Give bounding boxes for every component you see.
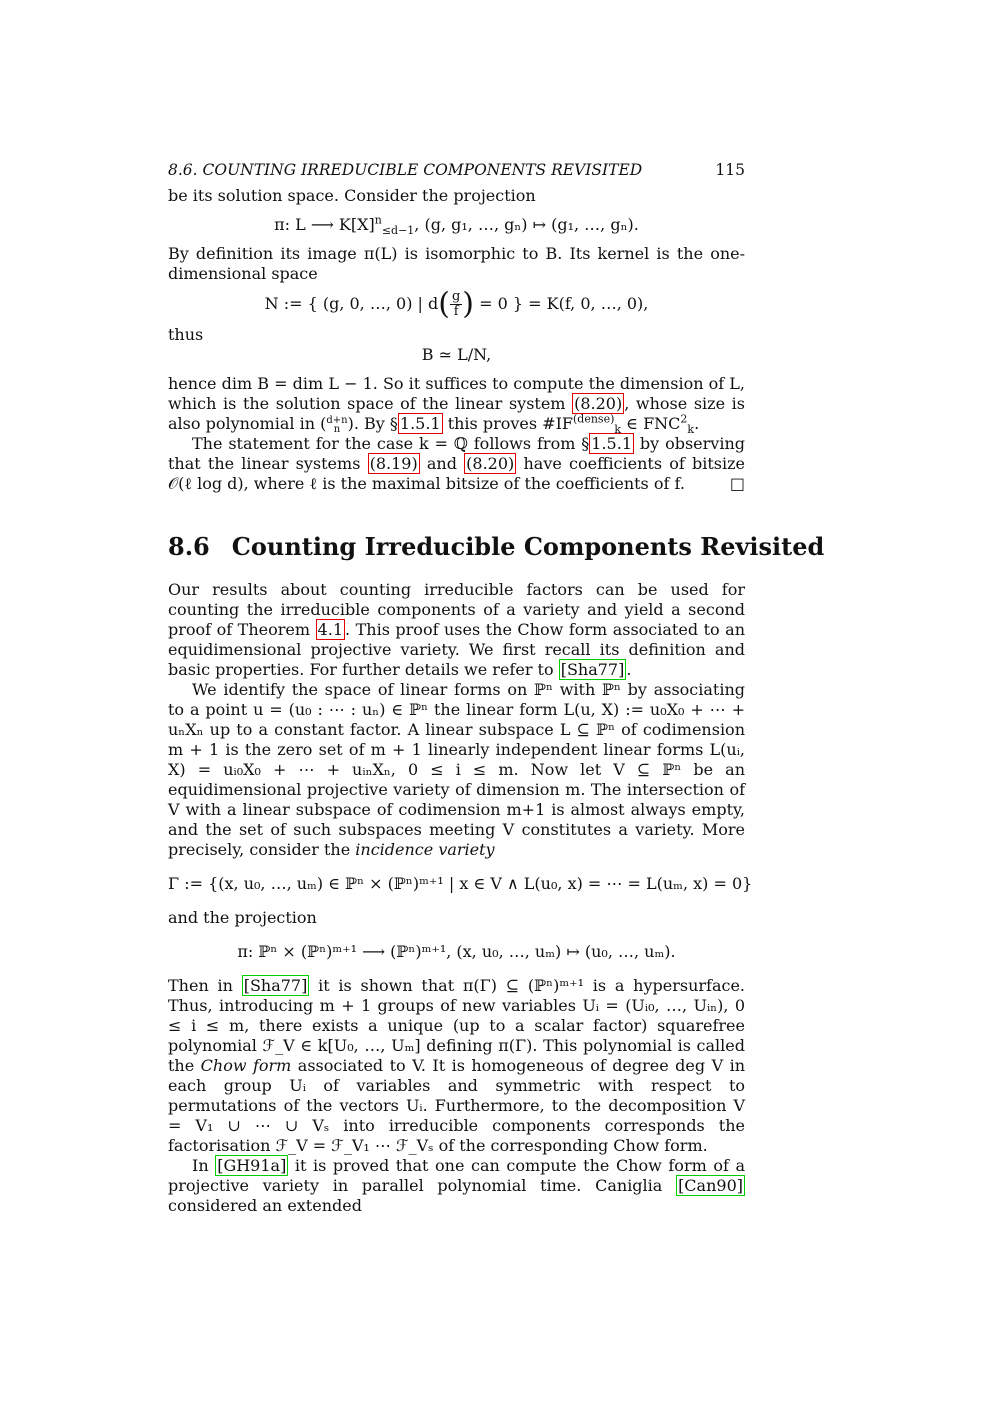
- equation-incidence-gamma: Γ := {(x, u₀, …, uₘ) ∈ ℙⁿ × (ℙⁿ)ᵐ⁺¹ | x ∈ V ∧ L(u₀, x) = ⋯ = L(uₘ, x) = 0}: [168, 874, 753, 893]
- paragraph-linear-forms: We identify the space of linear forms on ℙⁿ with ℙⁿ by associating to a point u = (u₀ : ⋯ : uₙ) ∈ ℙⁿ the linear form L(u, X) := u₀X₀ + ⋯ + uₙXₙ up to a constant factor. A linear subspace L ⊆ ℙⁿ of codimension m + 1 is the zero set of m + 1 linearly independent linear forms L(uᵢ, X) = uᵢ₀X₀ + ⋯ + uᵢₙXₙ, 0 ≤ i ≤ m. Now let V ⊆ ℙⁿ be an equidimensional projective variety of dimension m. The intersection of V with a linear subspace of codimension m+1 is almost always empty, and the set of such subspaces meeting V constitutes a variety. More precisely, consider the incidence variety: [168, 680, 745, 859]
- running-title: 8.6. COUNTING IRREDUCIBLE COMPONENTS REVISITED: [168, 161, 643, 179]
- link-section-1-5-1-b[interactable]: 1.5.1: [591, 434, 632, 453]
- paragraph-thus: thus: [168, 325, 204, 344]
- section-heading: [168, 532, 825, 562]
- qed-symbol: □: [729, 474, 745, 493]
- paragraph-solution-space: be its solution space. Consider the projection: [168, 186, 536, 205]
- link-cite-sha77[interactable]: [Sha77]: [560, 660, 625, 679]
- equation-kernel-N: N := { (g, 0, …, 0) | d( $\frac{g}{f}$ ) = 0 } = K(f, 0, …, 0),: [264, 286, 649, 322]
- binomial-coefficient: d+n n: [326, 414, 348, 435]
- link-eq-8-20-b[interactable]: (8.20): [466, 454, 515, 473]
- paragraph-case-Q: The statement for the case k = ℚ follows from § 1.5.1 by observing that the linear systems (8.19) and (8.20) have coefficients of bitsize 𝒪(ℓ log d), where ℓ is the maximal bitsize of the coefficients of f. □: [168, 434, 745, 493]
- paragraph-parallel-time: In [GH91a] it is proved that one can compute the Chow form of a projective variety in parallel polynomial time. Caniglia [Can90] considered an extended: [168, 1156, 745, 1215]
- paragraph-and-projection: and the projection: [168, 908, 317, 927]
- paragraph-image-kernel: By definition its image π(L) is isomorphic to B. Its kernel is the one-dimensional space: [168, 244, 745, 283]
- link-cite-can90[interactable]: [Can90]: [678, 1176, 743, 1195]
- running-header: [168, 160, 745, 186]
- page: [168, 160, 825, 1216]
- paragraph-intro-chow: Our results about counting irreducible factors can be used for counting the irreducible components of a variety and yield a second proof of Theorem 4.1 . This proof uses the Chow form associated to an equidimensional projective variety. We first recall its definition and basic properties. For further details we refer to [Sha77] .: [168, 580, 745, 679]
- equation-projection-gamma: π: ℙⁿ × (ℙⁿ)ᵐ⁺¹ ⟶ (ℙⁿ)ᵐ⁺¹, (x, u₀, …, uₘ) ↦ (u₀, …, uₘ).: [237, 942, 676, 961]
- link-cite-sha77-b[interactable]: [Sha77]: [243, 976, 308, 995]
- paragraph-dimension: hence dim B = dim L − 1. So it suffices to compute the dimension of L, which is the solution space of the linear system (8.20) , whose size is also polynomial in ( d+n n ). By § 1.5.1 this proves $\#IF^{(dense)}_k$ ∈ $FNC^2_k$.: [168, 374, 745, 437]
- page-number: 115: [715, 161, 745, 179]
- link-section-1-5-1[interactable]: 1.5.1: [399, 414, 441, 433]
- section-number: 8.6: [168, 532, 210, 561]
- link-theorem-4-1[interactable]: 4.1: [317, 620, 343, 639]
- equation-B-quotient: B ≃ L/N,: [421, 345, 492, 364]
- link-cite-gh91a[interactable]: [GH91a]: [217, 1156, 287, 1175]
- link-eq-8-19[interactable]: (8.19): [369, 454, 418, 473]
- link-eq-8-20[interactable]: (8.20): [574, 394, 623, 413]
- section-title: Counting Irreducible Components Revisited: [231, 532, 825, 561]
- fraction-g-over-f: $\frac{g}{f}$: [451, 289, 461, 319]
- equation-projection-pi: π: L ⟶ $K[X]^n_{\le d-1}$, (g, g₁, …, gₙ) ↦ (g₁, …, gₙ).: [274, 213, 639, 238]
- paragraph-chow-form: Then in [Sha77] it is shown that π(Γ) ⊆ (ℙⁿ)ᵐ⁺¹ is a hypersurface. Thus, introducing m + 1 groups of new variables Uᵢ = (Uᵢ₀, …, Uᵢₙ), 0 ≤ i ≤ m, there exists a unique (up to a scalar factor) squarefree polynomial ℱ_V ∈ k[U₀, …, Uₘ] defining π(Γ). This polynomial is called the Chow form associated to V. It is homogeneous of degree deg V in each group Uᵢ of variables and symmetric with respect to permutations of the vectors Uᵢ. Furthermore, to the decomposition V = V₁ ∪ ⋯ ∪ Vₛ into irreducible components corresponds the factorisation ℱ_V = ℱ_V₁ ⋯ ℱ_Vₛ of the corresponding Chow form.: [168, 976, 746, 1155]
